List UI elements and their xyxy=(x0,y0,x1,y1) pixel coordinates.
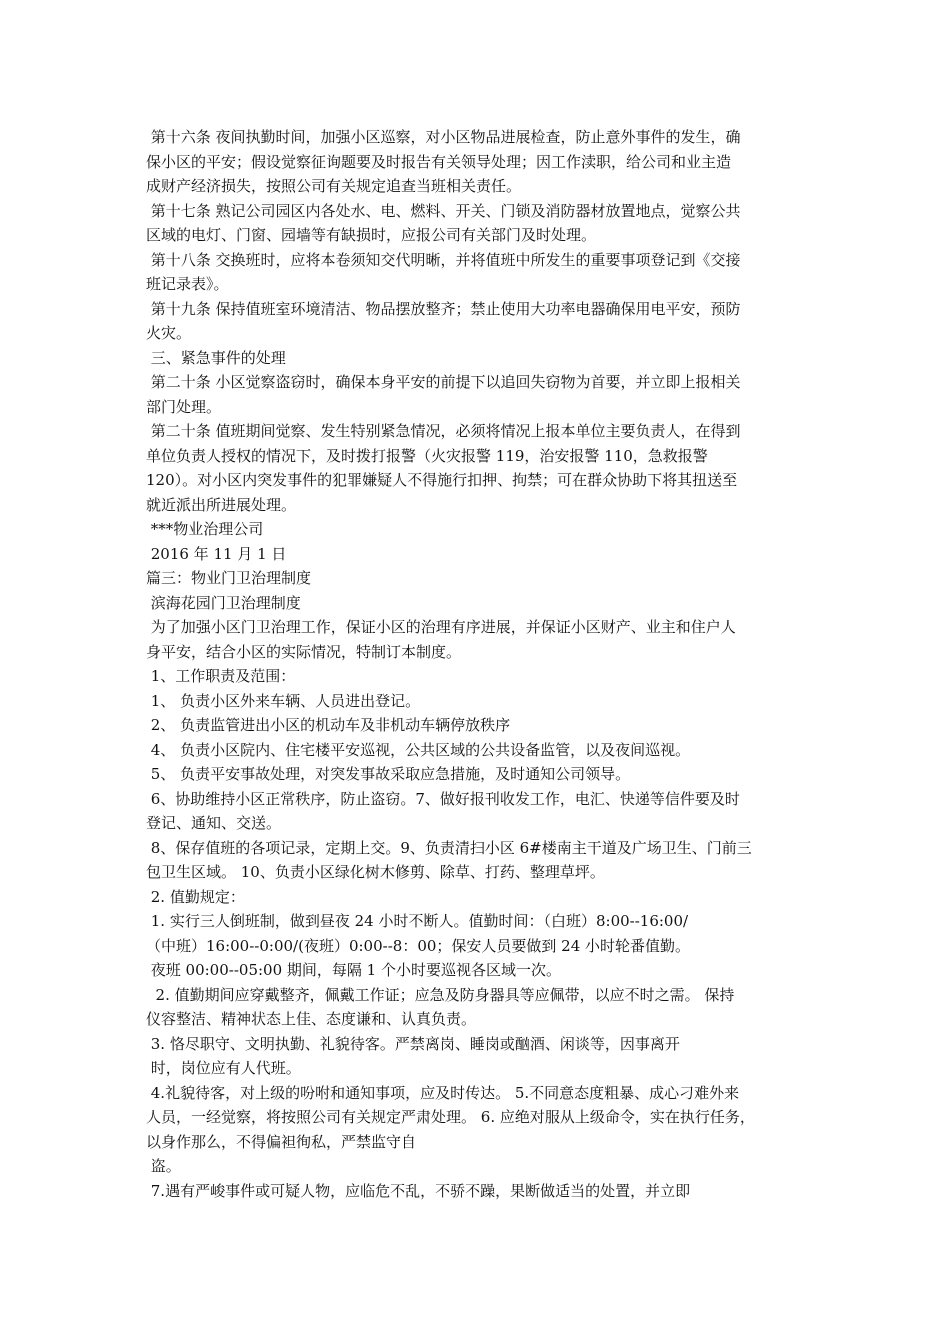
text-line: 第十六条 夜间执勤时间，加强小区巡察，对小区物品进展检查，防止意外事件的发生，确 xyxy=(146,128,741,146)
text-line: 盗。 xyxy=(146,1157,181,1175)
text-line: 2、 负责监管进出小区的机动车及非机动车辆停放秩序 xyxy=(146,716,511,734)
text-line: 第十八条 交换班时，应将本卷须知交代明晰，并将值班中所发生的重要事项登记到《交接 xyxy=(146,250,741,269)
text-line: 6、协助维持小区正常秩序，防止盗窃。7、做好报刊收发工作，电汇、快递等信件要及时 xyxy=(146,789,740,808)
text-line: 火灾。 xyxy=(146,324,192,342)
text-line: 区域的电灯、门窗、园墙等有缺损时，应报公司有关部门及时处理。 xyxy=(146,226,597,244)
text-line: 120）。对小区内突发事件的犯罪嫌疑人不得施行扣押、拘禁；可在群众协助下将其扭送至 xyxy=(146,471,738,489)
text-line: 就近派出所进展处理。 xyxy=(146,495,297,514)
text-line: 1. 实行三人倒班制，做到昼夜 24 小时不断人。值勤时间：（白班）8:00--16:00/ xyxy=(146,912,689,930)
text-line: 第二十条 值班期间觉察、发生特别紧急情况，必须将情况上报本单位主要负责人，在得到 xyxy=(146,422,741,440)
text-line: 2016 年 11 月 1 日 xyxy=(146,544,287,563)
text-line: 三、紧急事件的处理 xyxy=(146,348,286,367)
text-line: 第十九条 保持值班室环境清洁、物品摆放整齐；禁止使用大功率电器确保用电平安，预防 xyxy=(146,299,741,318)
text-line: 部门处理。 xyxy=(146,397,222,416)
text-line: 3. 恪尽职守、文明执勤、礼貌待客。严禁离岗、睡岗或酗酒、闲谈等，因事离开 xyxy=(146,1034,680,1053)
text-line: 为了加强小区门卫治理工作，保证小区的治理有序进展，并保证小区财产、业主和住户人 xyxy=(146,618,736,636)
text-line: 4.礼貌待客，对上级的吩咐和通知事项，应及时传达。 5.不同意态度粗暴、成心刁难外来 xyxy=(146,1083,740,1102)
text-line: 第十七条 熟记公司园区内各处水、电、燃料、开关、门锁及消防器材放置地点，觉察公共 xyxy=(146,201,741,220)
text-line: （中班）16:00--0:00/(夜班）0:00--8：00；保安人员要做到 24 小时轮番值勤。 xyxy=(146,936,691,955)
text-line: 7.遇有严峻事件或可疑人物，应临危不乱，不骄不躁，果断做适当的处置，并立即 xyxy=(146,1181,691,1200)
text-line: 身平安，结合小区的实际情况，特制订本制度。 xyxy=(146,642,462,661)
text-line: 1、 负责小区外来车辆、人员进出登记。 xyxy=(146,691,421,710)
text-line: 人员，一经觉察，将按照公司有关规定严肃处理。 6. 应绝对服从上级命令，实在执行任务， xyxy=(146,1108,755,1126)
text-line: 班记录表》。 xyxy=(146,275,229,293)
text-line: 成财产经济损失，按照公司有关规定追查当班相关责任。 xyxy=(146,177,522,195)
text-line: 2. 值勤期间应穿戴整齐，佩戴工作证；应急及防身器具等应佩带，以应不时之需。 保持 xyxy=(146,985,735,1004)
text-line: 登记、通知、交送。 xyxy=(146,814,282,832)
text-line: 4、 负责小区院内、住宅楼平安巡视，公共区域的公共设备监管，以及夜间巡视。 xyxy=(146,740,691,759)
text-line: 篇三：物业门卫治理制度 xyxy=(146,569,312,587)
text-line: 5、 负责平安事故处理，对突发事故采取应急措施，及时通知公司领导。 xyxy=(146,765,631,783)
text-line: 1、工作职责及范围： xyxy=(146,667,296,685)
text-line: 2. 值勤规定： xyxy=(146,887,245,906)
text-line: 8、保存值班的各项记录，定期上交。9、负责清扫小区 6#楼南主干道及广场卫生、门前三 xyxy=(146,838,752,857)
text-line: 仪容整洁、精神状态上佳、态度谦和、认真负责。 xyxy=(146,1010,477,1028)
text-line: 以身作那么，不得偏袒徇私，严禁监守自 xyxy=(146,1132,417,1151)
text-line: 夜班 00:00--05:00 期间，每隔 1 个小时要巡视各区域一次。 xyxy=(146,961,561,979)
text-line: 包卫生区域。 10、负责小区绿化树木修剪、除草、打药、整理草坪。 xyxy=(146,863,605,881)
text-line: 保小区的平安；假设觉察征询题要及时报告有关领导处理；因工作渎职，给公司和业主造 xyxy=(146,152,732,171)
document-body xyxy=(146,125,814,1203)
text-line: 时，岗位应有人代班。 xyxy=(146,1059,301,1077)
text-line: 单位负责人授权的情况下，及时拨打报警（火灾报警 119，治安报警 110，急救报警 xyxy=(146,446,708,465)
text-line: 滨海花园门卫治理制度 xyxy=(146,593,301,612)
text-line: 第二十条 小区觉察盗窃时，确保本身平安的前提下以追回失窃物为首要，并立即上报相关 xyxy=(146,373,741,391)
text-line: ***物业治理公司 xyxy=(146,520,264,538)
